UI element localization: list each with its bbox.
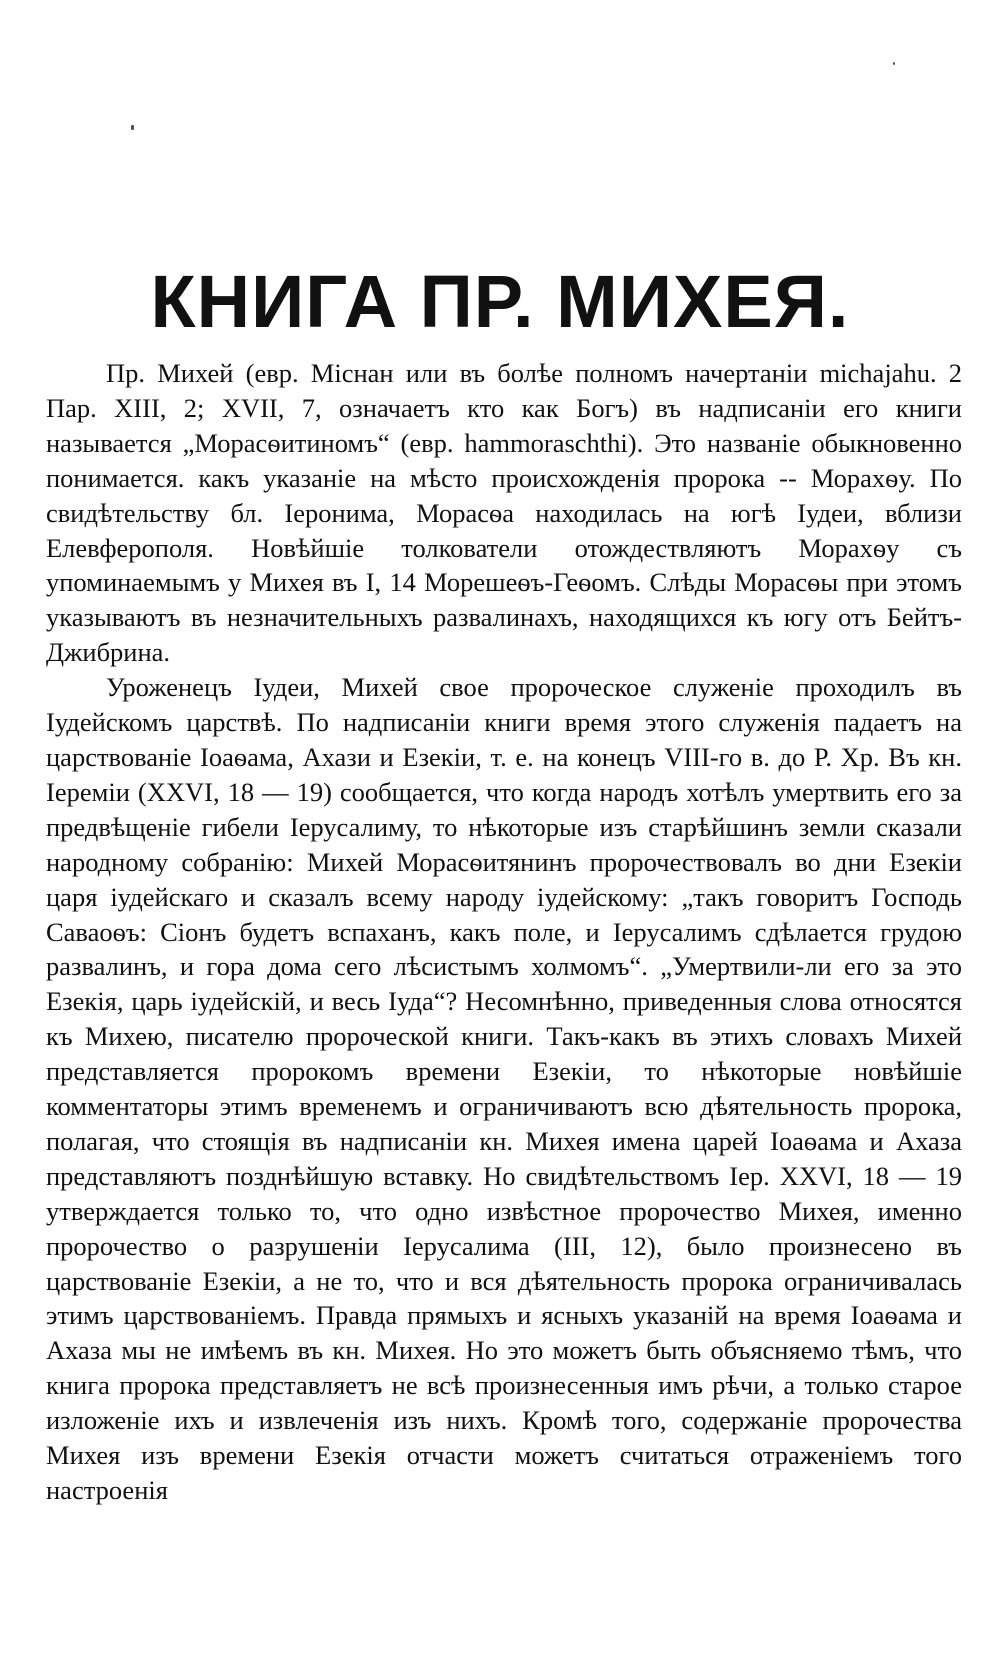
- paragraph-1: Пр. Михей (евр. Micнaн или въ болѣе полномъ начертанiи michajahu. 2 Пар. XIII, 2; XVII, 7, означаетъ кто как Богъ) въ надписанiи его книги называется „Морасѳитиномъ“ (евр. hammoraschthi). Это названiе обыкновенно понимается. какъ указанiе на мѣсто происхожденiя пророка -- Морахѳу. По свидѣтельству бл. Iеронима, Морасѳа находилась на югѣ Iудеи, вблизи Елевферополя. Новѣйшiе толкователи отождествляютъ Морахѳу съ упоминаемымъ у Михея въ I, 14 Морешеѳъ-Геѳомъ. Слѣды Морасѳы при этомъ указываютъ въ незначительныхъ развалинахъ, находящихся къ югу отъ Бейтъ-Джибрина.: [46, 358, 962, 668]
- paragraph-2: Уроженецъ Iудеи, Михей свое пророческое служенiе проходилъ въ Iудейскомъ царствѣ. По надписанiи книги время этого служенiя падаетъ на царствованiе Iоаѳама, Ахази и Езекiи, т. е. на конецъ VIII-го в. до Р. Хр. Въ кн. Iеремiи (XXVI, 18 — 19) сообщается, что когда народъ хотѣлъ умертвить его за предвѣщенiе гибели Iерусалиму, то нѣкоторые изъ старѣйшинъ земли сказали народному собранiю: Михей Морасѳитянинъ пророчествовалъ во дни Езекiи царя iудейскаго и сказалъ всему народу iудейскому: „такъ говоритъ Господь Саваоѳъ: Сiонъ будетъ вспаханъ, какъ поле, и Iерусалимъ сдѣлается грудою развалинъ, и гора дома сего лѣсистымъ холмомъ“. „Умертвили-ли его за это Езекiя, царь iудейскiй, и весь Iуда“? Несомнѣнно, приведенныя слова относятся къ Михею, писателю пророческой книги. Такъ-какъ въ этихъ словахъ Михей представляется пророкомъ времени Езекiи, то нѣкоторые новѣйшiе комментаторы этимъ временемъ и ограничиваютъ всю дѣятельность пророка, полагая, что стоящiя въ надписанiи кн. Михея имена царей Iоаѳама и Ахаза представляютъ позднѣйшую вставку. Но свидѣтельствомъ Iер. XXVI, 18 — 19 утверждается только то, что одно извѣстное пророчество Михея, именно пророчество о разрушенiи Iерусалима (III, 12), было произнесено въ царствованiе Езекiи, а не то, что и вся дѣятельность пророка ограничивалась этимъ царствованiемъ. Правда прямыхъ и ясныхъ указанiй на время Iоаѳама и Ахаза мы не имѣемъ въ кн. Михея. Но это можетъ быть объясняемо тѣмъ, что книга пророка представляетъ не всѣ произнесенныя имъ рѣчи, а только старое изложенiе ихъ и извлеченiя изъ нихъ. Кромѣ того, содержанiе пророчества Михея изъ времени Езекiя отчасти можетъ считаться отраженiемъ того настроенiя: [46, 672, 962, 1505]
- page-title: КНИГА ПР. МИХЕЯ.: [150, 260, 850, 343]
- print-speck: [893, 62, 895, 65]
- body-text: [46, 356, 962, 1508]
- print-speck: [131, 125, 134, 130]
